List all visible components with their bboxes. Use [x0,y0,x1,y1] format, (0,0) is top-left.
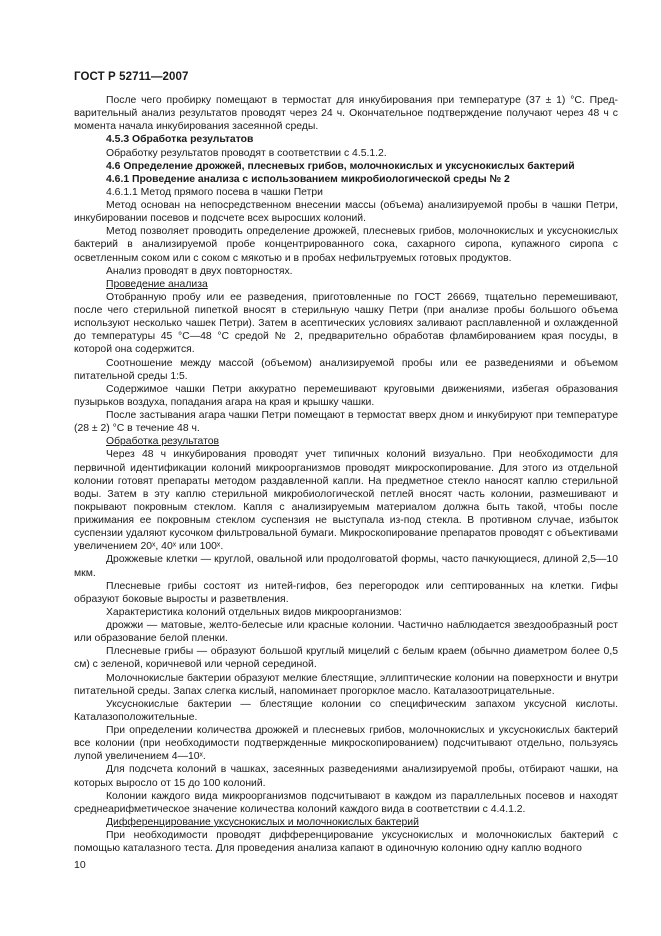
paragraph: Соотношение между массой (объемом) анализируемой пробы или ее разведениями и объемом питательной среды 1:5. [74,357,618,382]
paragraph: 4.6.1.1 Метод прямого посева в чашки Петри [106,186,323,198]
paragraph: После чего пробирку помещают в термостат для инкубирования при температуре (37 ± 1) °С. Предварительный анализ результатов проводят через 24 ч. Окончательное подтверждение получают через 48 ч с момента начала инкубирования засеянной среды. [74,95,618,133]
paragraph: Характеристика колоний отдельных видов микроорганизмов: [106,606,402,618]
paragraph: Для подсчета колоний в чашках, засеянных разведениями анализируемой пробы, отбирают чашки, на которых выросло от 15 до 100 колоний. [74,764,618,789]
paragraph: 4.5.3 Обработка результатов [106,134,254,146]
paragraph: Анализ проводят в двух повторностях. [106,265,293,277]
paragraph: Плесневые грибы состоят из нитей-гифов, без перегородок или септированных на клетки. Гифы образуют боковые выросты и разветвления. [74,580,618,605]
paragraph: При определении количества дрожжей и плесневых грибов, молочнокислых и уксуснокислых бактерий все колонии (при необходимости подтвержденные микроскопированием) подсчитывают отдельно, пользуясь лупой увеличением 4—10ˣ. [74,725,618,763]
paragraph: Проведение анализа [106,278,208,290]
paragraph: После застывания агара чашки Петри помещают в термостат вверх дном и инкубируют при температуре (28 ± 2) °С в течение 48 ч. [74,410,618,435]
paragraph: Отобранную пробу или ее разведения, приготовленные по ГОСТ 26669, тщательно перемешивают, после чего стерильной пипеткой вносят в стерильную чашку Петри (при анализе пробы большого объема используют несколько чашек Петри). Затем в асептических условиях заливают расплавленной и охлажденной до температуры 45 °С—48 °С средой № 2, предварительно обработав фламбированием края посуды, в которой она содержится. [74,291,618,356]
paragraph: Обработку результатов проводят в соответствии с 4.5.1.2. [106,147,387,159]
paragraph: 4.6 Определение дрожжей, плесневых грибов, молочнокислых и уксуснокислых бактерий [106,160,575,172]
paragraph: Обработка результатов [106,436,220,448]
paragraph: Уксуснокислые бактерии — блестящие колонии со специфическим запахом уксусной кислоты. Каталазоположительные. [74,698,618,723]
paragraph: дрожжи — матовые, желто-белесые или красные колонии. Частично наблюдается звездообразный рост или образование белой пленки. [74,620,618,645]
document-body [74,94,618,855]
paragraph: 4.6.1 Проведение анализа с использованием микробиологической среды № 2 [106,173,510,185]
paragraph: Метод основан на непосредственном внесении массы (объема) анализируемой пробы в чашки Петри, инкубировании посевов и подсчете всех выросших колоний. [74,200,618,225]
paragraph: Колонии каждого вида микроорганизмов подсчитывают в каждом из параллельных посевов и находят среднеарифметическое значение количества колоний каждого вида в соответствии с 4.4.1.2. [74,790,618,815]
paragraph: Содержимое чашки Петри аккуратно перемешивают круговыми движениями, избегая образования пузырьков воздуха, попадания агара на края и крышку чашки. [74,383,618,408]
paragraph: Дифференцирование уксуснокислых и молочнокислых бактерий [106,816,419,828]
paragraph: Метод позволяет проводить определение дрожжей, плесневых грибов, молочнокислых и уксуснокислых бактерий в анализируемой пробе концентрированного сока, сахарного сиропа, купажного сиропа с осветленным соком или с соком с мякотью и в пробах нефильтруемых готовых продуктов. [74,226,618,264]
paragraph: Через 48 ч инкубирования проводят учет типичных колоний визуально. При необходимости для первичной идентификации колоний микроорганизмов проводят микроскопирование. Для этого из отдельной колонии готовят препараты методом раздавленной капли. На предметное стекло наносят каплю стерильной воды. Затем в эту каплю стерильной микробиологической петлей вносят часть колонии, размешивают и покрывают покровным стеклом. Капля с анализируемым материалом должна быть такой, чтобы после прижимания ее покровным стеклом суспензия не выступала из-под стекла. В противном случае, избыток суспензии удаляют кусочком фильтровальной бумаги. Микроскопирование препаратов проводят с объективами увеличением 20ˣ, 40ˣ или 100ˣ. [74,449,618,553]
page-number: 10 [74,859,86,871]
paragraph: Дрожжевые клетки — круглой, овальной или продолговатой формы, часто пачкующиеся, длиной 2,5—10 мкм. [74,554,618,579]
paragraph: Плесневые грибы — образуют большой круглый мицелий с белым краем (обычно диаметром более 0,5 см) с зеленой, коричневой или черной серединой. [74,646,618,671]
page-header: ГОСТ Р 52711—2007 [74,71,189,83]
paragraph: Молочнокислые бактерии образуют мелкие блестящие, эллиптические колонии на поверхности и внутри питательной среды. Запах слегка кислый, напоминает прогорклое масло. Каталазоотрицательные. [74,672,618,697]
paragraph: При необходимости проводят дифференцирование уксуснокислых и молочнокислых бактерий с помощью каталазного теста. Для проведения анализа капают в одиночную колонию одну каплю водного [74,830,618,855]
